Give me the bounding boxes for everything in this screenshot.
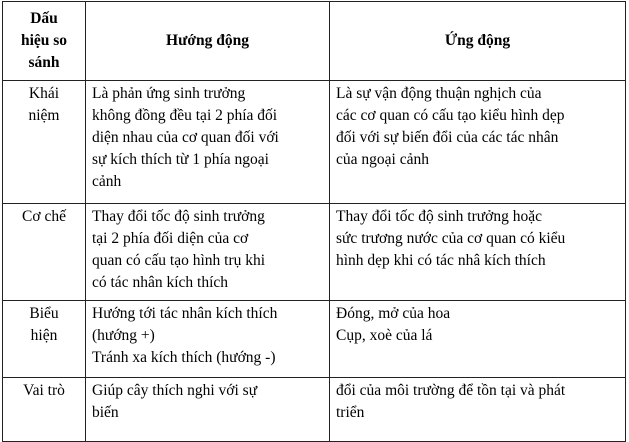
cell-huong-dong	[86, 301, 330, 378]
row-label-line: niệm	[28, 107, 60, 124]
cell-ung-dong	[330, 301, 626, 378]
cell-line: Là phản ứng sinh trưởng	[92, 85, 246, 102]
cell-line: tại 2 phía đối diện của cơ	[92, 230, 249, 247]
cell-line: Hướng tới tác nhân kích thích	[92, 305, 278, 322]
cell-huong-dong	[86, 378, 330, 442]
cell-line: Là sự vận động thuận nghịch của	[336, 85, 542, 102]
row-label-line: Vai trò	[23, 382, 65, 399]
header-ung-dong: Ứng động	[330, 2, 626, 81]
cell-line: sự kích thích từ 1 phía ngoại	[92, 151, 269, 168]
row-bieu-hien	[3, 301, 626, 378]
row-label	[3, 378, 86, 442]
row-khai-niem	[3, 81, 626, 204]
cell-huong-dong	[86, 204, 330, 301]
cell-line: không đồng đều tại 2 phía đối	[92, 107, 278, 124]
row-label-line: Biểu	[29, 305, 59, 322]
header-row	[3, 2, 626, 81]
cell-ung-dong	[330, 204, 626, 301]
header-huong-dong: Hướng động	[86, 2, 330, 81]
cell-line: Thay đổi tốc độ sinh trưởng	[92, 208, 265, 225]
cell-line: sức trương nước của cơ quan có kiểu	[336, 230, 566, 247]
cell-ung-dong	[330, 81, 626, 204]
cell-line: diện nhau của cơ quan đối với	[92, 129, 279, 146]
row-label	[3, 301, 86, 378]
cell-line: đối với sự biến đổi của các tác nhân	[336, 129, 559, 146]
row-label	[3, 204, 86, 301]
cell-line: đổi của môi trường để tồn tại và phát	[336, 382, 566, 399]
cell-line: Tránh xa kích thích (hướng -)	[92, 349, 276, 366]
header-criteria-cell	[3, 2, 86, 81]
cell-line: Giúp cây thích nghi với sự	[92, 382, 258, 399]
cell-line: có tác nhân kích thích	[92, 274, 229, 291]
comparison-table	[2, 1, 626, 442]
row-label	[3, 81, 86, 204]
cell-line: biến	[92, 404, 119, 421]
cell-line: (hướng +)	[92, 327, 155, 344]
row-label-line: Cơ chế	[22, 208, 66, 225]
cell-line: Thay đổi tốc độ sinh trưởng hoặc	[336, 208, 543, 225]
row-vai-tro	[3, 378, 626, 442]
row-label-line: hiện	[30, 327, 58, 344]
cell-line: Đóng, mở của hoa	[336, 305, 451, 322]
cell-ung-dong	[330, 378, 626, 442]
cell-line: cảnh	[92, 173, 122, 190]
header-criteria-line: sánh	[28, 54, 60, 71]
cell-line: của ngoại cảnh	[336, 151, 429, 168]
cell-line: quan có cấu tạo hình trụ khi	[92, 252, 266, 269]
cell-line: hình dẹp khi có tác nhâ kích thích	[336, 252, 546, 269]
row-label-line: Khái	[28, 85, 60, 102]
cell-huong-dong	[86, 81, 330, 204]
cell-line: các cơ quan có cấu tạo kiểu hình dẹp	[336, 107, 565, 124]
cell-line: Cụp, xoè của lá	[336, 327, 433, 344]
header-criteria-line: hiệu so	[20, 32, 68, 49]
header-criteria-line: Dấu	[30, 10, 58, 27]
cell-line: triển	[336, 404, 365, 421]
row-co-che	[3, 204, 626, 301]
